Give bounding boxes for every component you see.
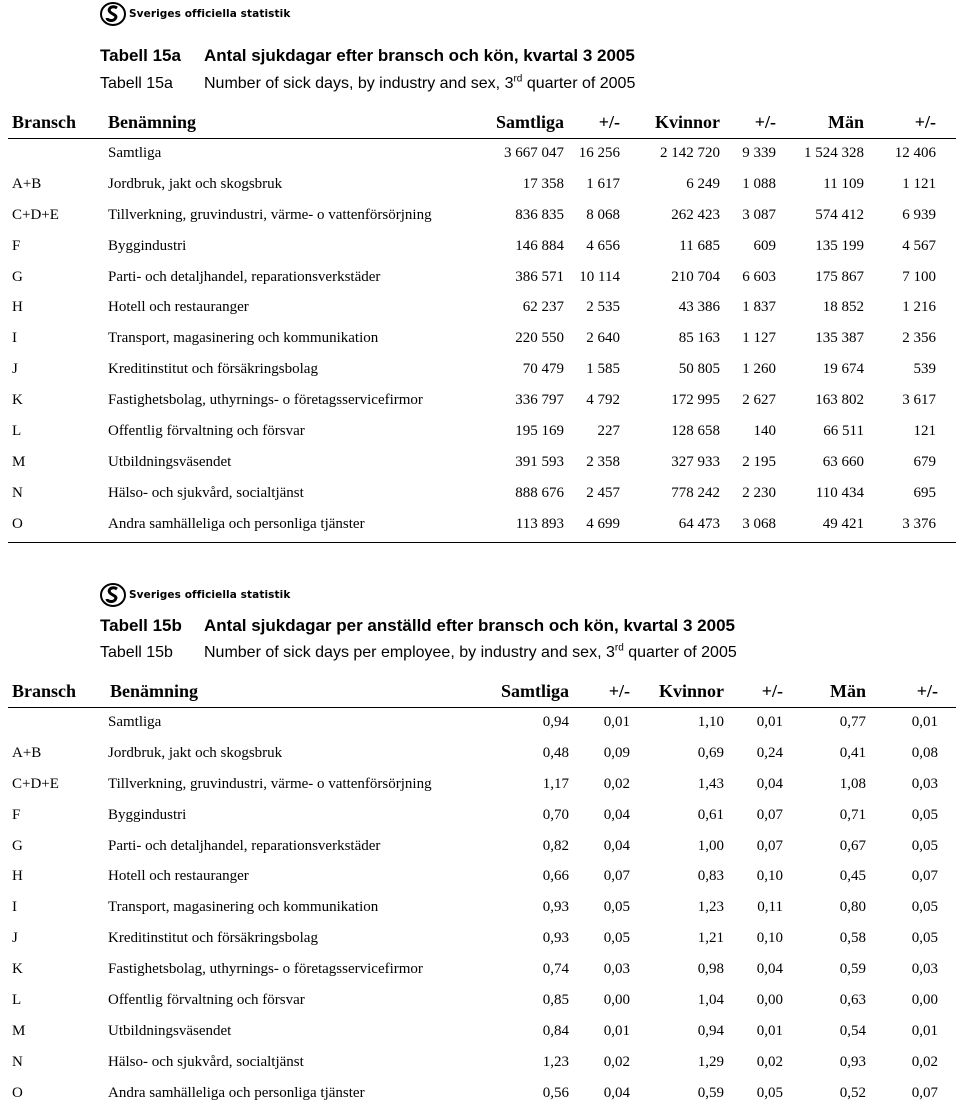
- cell-samtliga: 0,70: [542, 806, 569, 823]
- cell-diff-man: 7 100: [902, 268, 936, 285]
- cell-diff-man: 679: [913, 453, 936, 470]
- cell-man: 0,80: [839, 899, 866, 916]
- cell-bransch: I: [12, 899, 17, 916]
- table-15b-body: [0, 708, 960, 1110]
- col-header-diff-man: +/-: [914, 112, 936, 132]
- cell-diff-kvinnor: 3 087: [742, 206, 776, 223]
- col-header-diff-samtliga: +/-: [598, 112, 620, 132]
- cell-diff-kvinnor: 0,10: [756, 930, 783, 947]
- table-row: [0, 924, 960, 955]
- cell-kvinnor: 1,04: [697, 992, 724, 1009]
- cell-kvinnor: 1,21: [697, 930, 724, 947]
- cell-kvinnor: 0,98: [697, 961, 724, 978]
- cell-benamning: Andra samhälleliga och personliga tjänster: [108, 1084, 365, 1101]
- cell-kvinnor: 1,23: [697, 899, 724, 916]
- cell-diff-kvinnor: 2 230: [742, 484, 776, 501]
- cell-samtliga: 220 550: [515, 330, 564, 347]
- cell-bransch: O: [12, 515, 23, 532]
- cell-kvinnor: 0,69: [697, 744, 724, 761]
- col-header-samtliga: Samtliga: [495, 112, 564, 132]
- cell-diff-kvinnor: 1 260: [742, 361, 776, 378]
- cell-benamning: Hälso- och sjukvård, socialtjänst: [108, 1053, 304, 1070]
- cell-benamning: Byggindustri: [108, 806, 187, 823]
- cell-diff-kvinnor: 3 068: [742, 515, 776, 532]
- cell-kvinnor: 50 805: [678, 361, 720, 378]
- cell-diff-samtliga: 1 617: [586, 175, 620, 192]
- sos-logo: [100, 2, 290, 26]
- cell-bransch: H: [12, 868, 23, 885]
- cell-diff-samtliga: 0,09: [603, 744, 630, 761]
- sos-logo-icon: [100, 583, 126, 607]
- cell-diff-man: 3 617: [902, 392, 936, 409]
- cell-diff-samtliga: 4 792: [586, 392, 620, 409]
- cell-benamning: Samtliga: [108, 145, 162, 161]
- cell-samtliga: 0,85: [542, 992, 569, 1009]
- cell-bransch: O: [12, 1084, 23, 1101]
- cell-diff-samtliga: 10 114: [579, 268, 620, 285]
- cell-samtliga: 391 593: [515, 453, 564, 470]
- cell-diff-kvinnor: 0,10: [756, 868, 783, 885]
- cell-samtliga: 336 797: [515, 392, 564, 409]
- cell-kvinnor: 327 933: [671, 453, 720, 470]
- cell-diff-kvinnor: 6 603: [742, 268, 776, 285]
- cell-benamning: Hotell och restauranger: [108, 299, 249, 316]
- cell-diff-man: 2 356: [902, 330, 936, 347]
- cell-man: 163 802: [815, 392, 864, 409]
- table-row: [0, 417, 960, 448]
- table-15b-title-en: Tabell 15b Number of sick days per employee, by industry and sex, 3rd quarter of 2005: [100, 642, 737, 661]
- cell-benamning: Utbildningsväsendet: [108, 1022, 232, 1039]
- table-row: [0, 355, 960, 386]
- cell-kvinnor: 1,43: [697, 775, 724, 792]
- cell-diff-man: 1 216: [902, 299, 936, 316]
- cell-samtliga: 17 358: [522, 175, 564, 192]
- cell-man: 66 511: [823, 423, 864, 440]
- cell-diff-kvinnor: 2 195: [742, 453, 776, 470]
- cell-benamning: Samtliga: [108, 714, 162, 730]
- cell-diff-kvinnor: 0,04: [756, 775, 783, 792]
- cell-man: 0,52: [839, 1084, 866, 1101]
- cell-samtliga: 0,74: [542, 961, 569, 978]
- cell-diff-man: 121: [913, 423, 936, 440]
- cell-diff-man: 0,05: [911, 837, 938, 854]
- table-row: [0, 232, 960, 263]
- cell-bransch: A+B: [12, 744, 42, 761]
- cell-diff-samtliga: 2 535: [586, 299, 620, 316]
- table-15b-title-sv: Tabell 15b Antal sjukdagar per anställd efter bransch och kön, kvartal 3 2005: [100, 616, 735, 635]
- cell-man: 0,93: [839, 1053, 866, 1070]
- table-row: [0, 739, 960, 770]
- cell-bransch: K: [12, 961, 23, 978]
- cell-diff-samtliga: 2 640: [586, 330, 620, 347]
- cell-diff-man: 0,01: [911, 714, 938, 730]
- cell-samtliga: 3 667 047: [504, 145, 564, 161]
- cell-benamning: Hotell och restauranger: [108, 868, 249, 885]
- col-header-benamning: Benämning: [110, 681, 199, 701]
- cell-samtliga: 0,82: [542, 837, 569, 854]
- cell-man: 135 387: [815, 330, 864, 347]
- cell-bransch: F: [12, 806, 21, 823]
- cell-kvinnor: 128 658: [671, 423, 720, 440]
- table-row: [0, 801, 960, 832]
- cell-bransch: K: [12, 392, 23, 409]
- cell-bransch: H: [12, 299, 23, 316]
- cell-bransch: N: [12, 484, 23, 501]
- cell-diff-man: 0,05: [911, 930, 938, 947]
- cell-diff-samtliga: 0,01: [603, 714, 630, 730]
- cell-benamning: Jordbruk, jakt och skogsbruk: [108, 175, 283, 192]
- cell-man: 110 434: [815, 484, 864, 501]
- cell-man: 1,08: [839, 775, 866, 792]
- cell-diff-samtliga: 0,05: [603, 930, 630, 947]
- col-header-kvinnor: Kvinnor: [658, 681, 724, 701]
- cell-bransch: F: [12, 237, 21, 254]
- col-header-diff-kvinnor: +/-: [761, 681, 783, 701]
- cell-bransch: M: [12, 1022, 26, 1039]
- col-header-benamning: Benämning: [108, 112, 197, 132]
- cell-diff-samtliga: 0,05: [603, 899, 630, 916]
- cell-samtliga: 0,93: [542, 930, 569, 947]
- table-row: [0, 708, 960, 739]
- cell-man: 0,77: [839, 714, 866, 730]
- cell-diff-kvinnor: 0,01: [756, 1022, 783, 1039]
- logo-text: Sveriges officiella statistik: [129, 589, 291, 601]
- cell-bransch: J: [12, 361, 18, 378]
- cell-bransch: A+B: [12, 175, 42, 192]
- cell-bransch: I: [12, 330, 17, 347]
- cell-kvinnor: 1,10: [697, 714, 724, 730]
- table-15b-header: [0, 681, 960, 703]
- cell-bransch: N: [12, 1053, 23, 1070]
- cell-kvinnor: 778 242: [671, 484, 720, 501]
- cell-diff-samtliga: 4 699: [586, 515, 620, 532]
- cell-diff-man: 0,00: [911, 992, 938, 1009]
- cell-diff-man: 0,03: [911, 775, 938, 792]
- cell-diff-man: 3 376: [902, 515, 936, 532]
- cell-diff-samtliga: 1 585: [586, 361, 620, 378]
- cell-man: 18 852: [822, 299, 864, 316]
- cell-samtliga: 0,94: [542, 714, 569, 730]
- cell-man: 0,54: [839, 1022, 866, 1039]
- cell-samtliga: 146 884: [515, 237, 564, 254]
- cell-diff-kvinnor: 0,11: [757, 899, 783, 916]
- cell-man: 11 109: [823, 175, 864, 192]
- cell-samtliga: 1,23: [542, 1053, 569, 1070]
- table-row: [0, 263, 960, 294]
- table-row: [0, 893, 960, 924]
- cell-bransch: L: [12, 423, 22, 440]
- cell-benamning: Byggindustri: [108, 237, 187, 254]
- cell-samtliga: 70 479: [522, 361, 564, 378]
- cell-diff-man: 0,05: [911, 806, 938, 823]
- logo-text: Sveriges officiella statistik: [129, 8, 291, 20]
- cell-kvinnor: 1,29: [697, 1053, 724, 1070]
- cell-samtliga: 195 169: [515, 423, 564, 440]
- table-row: [0, 139, 960, 170]
- cell-bransch: C+D+E: [12, 206, 59, 223]
- cell-diff-man: 539: [913, 361, 936, 378]
- cell-diff-samtliga: 16 256: [578, 145, 620, 161]
- cell-diff-samtliga: 8 068: [586, 206, 620, 223]
- cell-kvinnor: 85 163: [678, 330, 720, 347]
- cell-benamning: Jordbruk, jakt och skogsbruk: [108, 744, 283, 761]
- cell-samtliga: 0,56: [542, 1084, 569, 1101]
- table-row: [0, 201, 960, 232]
- table-row: [0, 448, 960, 479]
- cell-diff-samtliga: 0,04: [603, 837, 630, 854]
- cell-diff-kvinnor: 0,07: [756, 837, 783, 854]
- cell-benamning: Fastighetsbolag, uthyrnings- o företagsservicefirmor: [108, 392, 423, 409]
- sos-logo-icon: [100, 2, 126, 26]
- cell-bransch: M: [12, 453, 26, 470]
- cell-benamning: Parti- och detaljhandel, reparationsverkstäder: [108, 268, 381, 285]
- table-row: [0, 510, 960, 541]
- cell-diff-samtliga: 0,04: [603, 806, 630, 823]
- cell-samtliga: 62 237: [522, 299, 564, 316]
- cell-diff-man: 0,07: [911, 868, 938, 885]
- cell-diff-samtliga: 0,03: [603, 961, 630, 978]
- cell-man: 0,67: [839, 837, 866, 854]
- cell-man: 0,59: [839, 961, 866, 978]
- col-header-man: Män: [830, 681, 866, 701]
- cell-diff-man: 695: [913, 484, 936, 501]
- col-header-diff-kvinnor: +/-: [754, 112, 776, 132]
- cell-kvinnor: 64 473: [678, 515, 720, 532]
- cell-kvinnor: 2 142 720: [660, 145, 720, 161]
- cell-diff-man: 0,05: [911, 899, 938, 916]
- cell-diff-samtliga: 0,02: [603, 775, 630, 792]
- cell-benamning: Transport, magasinering och kommunikation: [108, 330, 379, 347]
- cell-kvinnor: 0,61: [697, 806, 724, 823]
- cell-benamning: Offentlig förvaltning och försvar: [108, 992, 305, 1009]
- table-row: [0, 770, 960, 801]
- cell-kvinnor: 6 249: [686, 175, 720, 192]
- table-row: [0, 986, 960, 1017]
- table-row: [0, 955, 960, 986]
- cell-kvinnor: 0,83: [697, 868, 724, 885]
- table-row: [0, 1017, 960, 1048]
- cell-benamning: Utbildningsväsendet: [108, 453, 232, 470]
- cell-kvinnor: 11 685: [679, 237, 720, 254]
- cell-diff-kvinnor: 1 127: [742, 330, 776, 347]
- col-header-bransch: Bransch: [12, 681, 77, 701]
- cell-diff-kvinnor: 1 837: [742, 299, 776, 316]
- cell-diff-kvinnor: 9 339: [742, 145, 776, 161]
- col-header-man: Män: [828, 112, 864, 132]
- cell-diff-man: 12 406: [894, 145, 936, 161]
- table-row: [0, 324, 960, 355]
- cell-samtliga: 113 893: [515, 515, 564, 532]
- cell-man: 0,63: [839, 992, 866, 1009]
- cell-samtliga: 836 835: [515, 206, 564, 223]
- cell-benamning: Kreditinstitut och försäkringsbolag: [108, 930, 318, 947]
- cell-diff-man: 4 567: [902, 237, 936, 254]
- cell-man: 175 867: [815, 268, 864, 285]
- cell-diff-man: 0,07: [911, 1084, 938, 1101]
- cell-man: 0,71: [839, 806, 866, 823]
- cell-diff-kvinnor: 0,02: [756, 1053, 783, 1070]
- cell-samtliga: 386 571: [515, 268, 564, 285]
- cell-diff-man: 0,01: [911, 1022, 938, 1039]
- cell-diff-samtliga: 0,00: [603, 992, 630, 1009]
- cell-diff-samtliga: 4 656: [586, 237, 620, 254]
- cell-diff-samtliga: 0,07: [603, 868, 630, 885]
- cell-man: 63 660: [822, 453, 864, 470]
- cell-benamning: Tillverkning, gruvindustri, värme- o vattenförsörjning: [108, 775, 432, 792]
- cell-diff-kvinnor: 0,00: [756, 992, 783, 1009]
- cell-benamning: Hälso- och sjukvård, socialtjänst: [108, 484, 304, 501]
- cell-man: 1 524 328: [804, 145, 864, 161]
- cell-man: 0,41: [839, 744, 866, 761]
- cell-benamning: Tillverkning, gruvindustri, värme- o vattenförsörjning: [108, 206, 432, 223]
- col-header-kvinnor: Kvinnor: [654, 112, 720, 132]
- cell-diff-samtliga: 0,02: [603, 1053, 630, 1070]
- cell-diff-kvinnor: 0,01: [756, 714, 783, 730]
- cell-diff-samtliga: 227: [597, 423, 620, 440]
- cell-diff-man: 6 939: [902, 206, 936, 223]
- cell-kvinnor: 172 995: [671, 392, 720, 409]
- cell-bransch: G: [12, 268, 23, 285]
- cell-diff-kvinnor: 0,07: [756, 806, 783, 823]
- cell-benamning: Andra samhälleliga och personliga tjänster: [108, 515, 365, 532]
- cell-samtliga: 1,17: [542, 775, 569, 792]
- cell-diff-kvinnor: 609: [753, 237, 776, 254]
- col-header-diff-man: +/-: [916, 681, 938, 701]
- cell-man: 49 421: [822, 515, 864, 532]
- table-row: [0, 862, 960, 893]
- cell-diff-man: 0,03: [911, 961, 938, 978]
- cell-samtliga: 888 676: [515, 484, 564, 501]
- cell-samtliga: 0,93: [542, 899, 569, 916]
- cell-diff-kvinnor: 140: [753, 423, 776, 440]
- cell-man: 135 199: [815, 237, 864, 254]
- cell-benamning: Fastighetsbolag, uthyrnings- o företagsservicefirmor: [108, 961, 423, 978]
- cell-bransch: J: [12, 930, 18, 947]
- table-row: [0, 170, 960, 201]
- cell-diff-samtliga: 0,04: [603, 1084, 630, 1101]
- col-header-bransch: Bransch: [12, 112, 77, 132]
- cell-diff-man: 0,02: [911, 1053, 938, 1070]
- table-row: [0, 1048, 960, 1079]
- cell-kvinnor: 1,00: [697, 837, 724, 854]
- cell-bransch: G: [12, 837, 23, 854]
- cell-bransch: L: [12, 992, 22, 1009]
- cell-diff-samtliga: 2 358: [586, 453, 620, 470]
- table-15a-header: [0, 112, 960, 134]
- col-header-samtliga: Samtliga: [500, 681, 569, 701]
- table-row: [0, 832, 960, 863]
- cell-kvinnor: 0,59: [697, 1084, 724, 1101]
- cell-diff-kvinnor: 2 627: [742, 392, 776, 409]
- cell-kvinnor: 210 704: [671, 268, 720, 285]
- cell-samtliga: 0,84: [542, 1022, 569, 1039]
- cell-diff-samtliga: 2 457: [586, 484, 620, 501]
- cell-man: 574 412: [815, 206, 864, 223]
- cell-benamning: Parti- och detaljhandel, reparationsverkstäder: [108, 837, 381, 854]
- cell-diff-samtliga: 0,01: [603, 1022, 630, 1039]
- cell-benamning: Transport, magasinering och kommunikation: [108, 899, 379, 916]
- cell-bransch: C+D+E: [12, 775, 59, 792]
- cell-diff-man: 0,08: [911, 744, 938, 761]
- sos-logo-2: [100, 583, 290, 607]
- cell-diff-kvinnor: 0,05: [756, 1084, 783, 1101]
- table-15a-title-en: Tabell 15a Number of sick days, by industry and sex, 3rd quarter of 2005: [100, 73, 636, 92]
- cell-benamning: Kreditinstitut och försäkringsbolag: [108, 361, 318, 378]
- cell-kvinnor: 43 386: [678, 299, 720, 316]
- cell-samtliga: 0,66: [542, 868, 569, 885]
- cell-man: 0,45: [839, 868, 866, 885]
- cell-diff-kvinnor: 0,24: [756, 744, 783, 761]
- table-15a-title-sv: Tabell 15a Antal sjukdagar efter bransch och kön, kvartal 3 2005: [100, 46, 635, 65]
- table-row: [0, 479, 960, 510]
- cell-man: 19 674: [822, 361, 864, 378]
- table-row: [0, 386, 960, 417]
- cell-benamning: Offentlig förvaltning och försvar: [108, 423, 305, 440]
- cell-diff-kvinnor: 1 088: [742, 175, 776, 192]
- cell-samtliga: 0,48: [542, 744, 569, 761]
- cell-kvinnor: 262 423: [671, 206, 720, 223]
- cell-man: 0,58: [839, 930, 866, 947]
- cell-diff-kvinnor: 0,04: [756, 961, 783, 978]
- table-row: [0, 293, 960, 324]
- table-15a-bottom-rule: [8, 542, 956, 543]
- cell-diff-man: 1 121: [902, 175, 936, 192]
- cell-kvinnor: 0,94: [697, 1022, 724, 1039]
- col-header-diff-samtliga: +/-: [608, 681, 630, 701]
- table-15a-body: [0, 139, 960, 541]
